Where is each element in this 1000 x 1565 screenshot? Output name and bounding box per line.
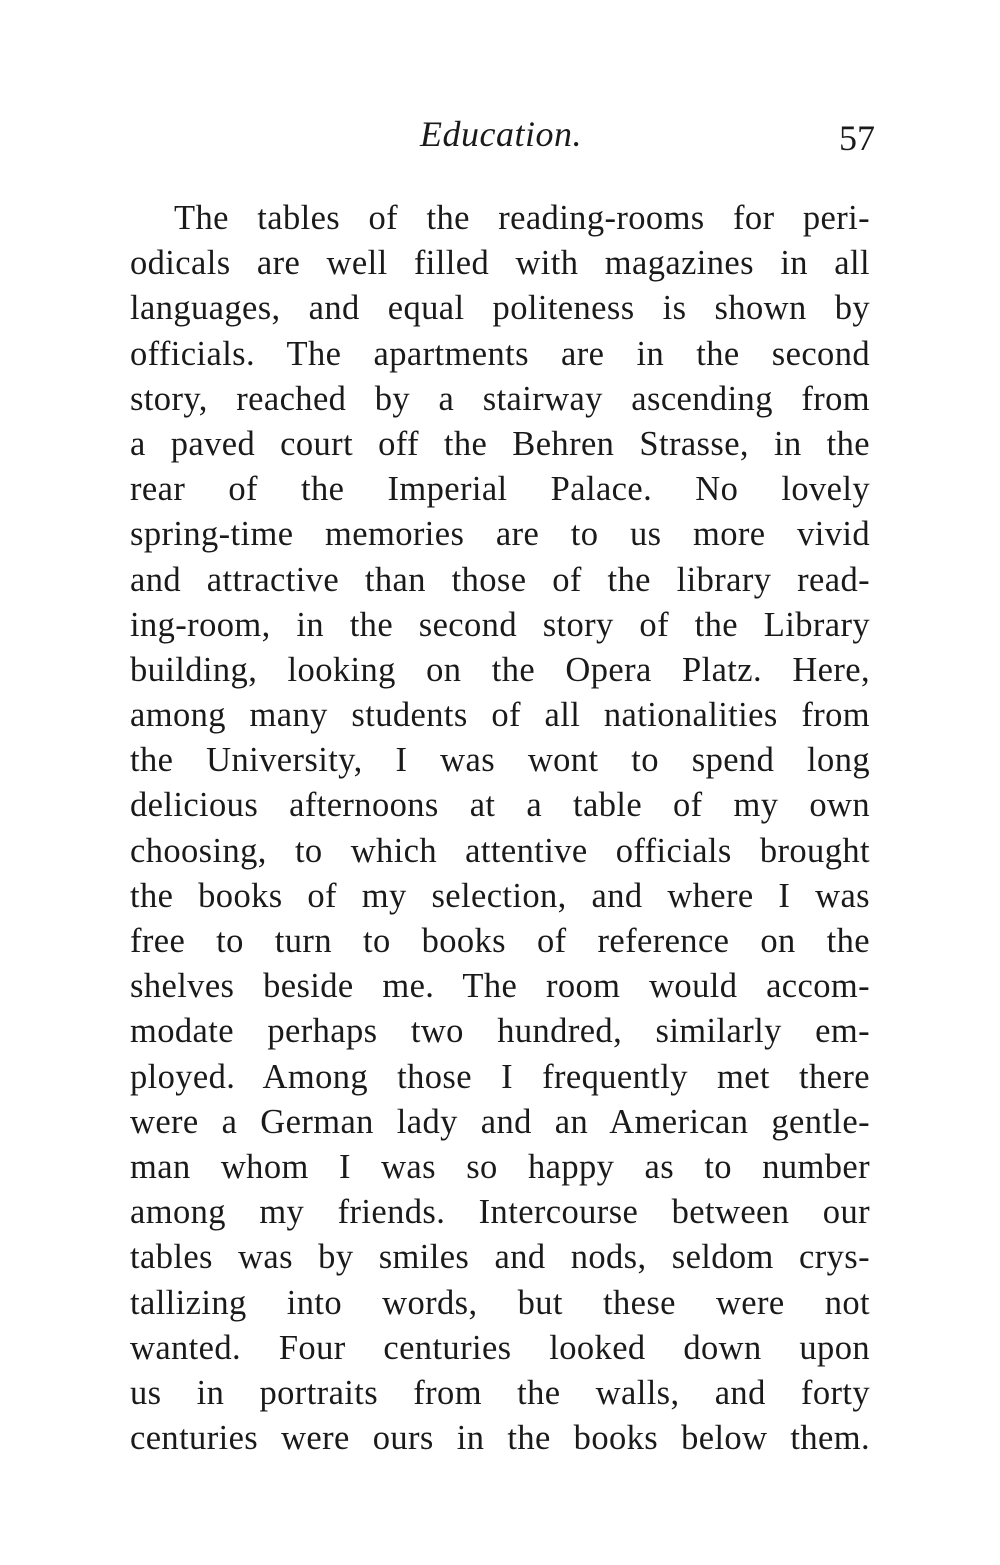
text-line: the University, I was wont to spend long <box>130 741 870 780</box>
text-line: man whom I was so happy as to number <box>130 1147 870 1186</box>
text-line: us in portraits from the walls, and forty <box>130 1373 870 1412</box>
text-line: choosing, to which attentive officials brought <box>130 831 870 870</box>
text-line: centuries were ours in the books below them. <box>130 1419 870 1458</box>
body-paragraph <box>130 196 870 1461</box>
text-line: odicals are well filled with magazines in all <box>130 244 870 283</box>
text-line: spring-time memories are to us more vivid <box>130 515 870 554</box>
text-line: ing-room, in the second story of the Library <box>130 605 870 644</box>
running-title: Education. <box>420 114 582 154</box>
text-line: among many students of all nationalities from <box>130 696 870 735</box>
text-line: delicious afternoons at a table of my own <box>130 786 870 825</box>
running-head <box>130 112 875 162</box>
page-number: 57 <box>839 118 875 158</box>
text-line: a paved court off the Behren Strasse, in the <box>130 424 870 463</box>
text-line: the books of my selection, and where I was <box>130 876 870 915</box>
text-line: tallizing into words, but these were not <box>130 1283 870 1322</box>
text-line: modate perhaps two hundred, similarly em- <box>130 1012 870 1051</box>
text-line: The tables of the reading-rooms for peri- <box>174 199 870 237</box>
text-line: tables was by smiles and nods, seldom crys- <box>130 1238 870 1277</box>
text-line: free to turn to books of reference on the <box>130 922 870 960</box>
text-line: were a German lady and an American gentle- <box>130 1102 870 1141</box>
text-line: building, looking on the Opera Platz. Here, <box>130 650 870 689</box>
text-line: rear of the Imperial Palace. No lovely <box>130 470 870 509</box>
text-line: among my friends. Intercourse between our <box>130 1193 870 1232</box>
text-line: ployed. Among those I frequently met there <box>130 1057 870 1096</box>
text-line: wanted. Four centuries looked down upon <box>130 1328 870 1367</box>
text-line: officials. The apartments are in the second <box>130 334 870 373</box>
text-line: and attractive than those of the library read- <box>130 560 870 599</box>
text-line: story, reached by a stairway ascending from <box>130 379 870 418</box>
text-line: shelves beside me. The room would accom- <box>130 967 870 1006</box>
text-line: languages, and equal politeness is shown by <box>130 289 870 328</box>
